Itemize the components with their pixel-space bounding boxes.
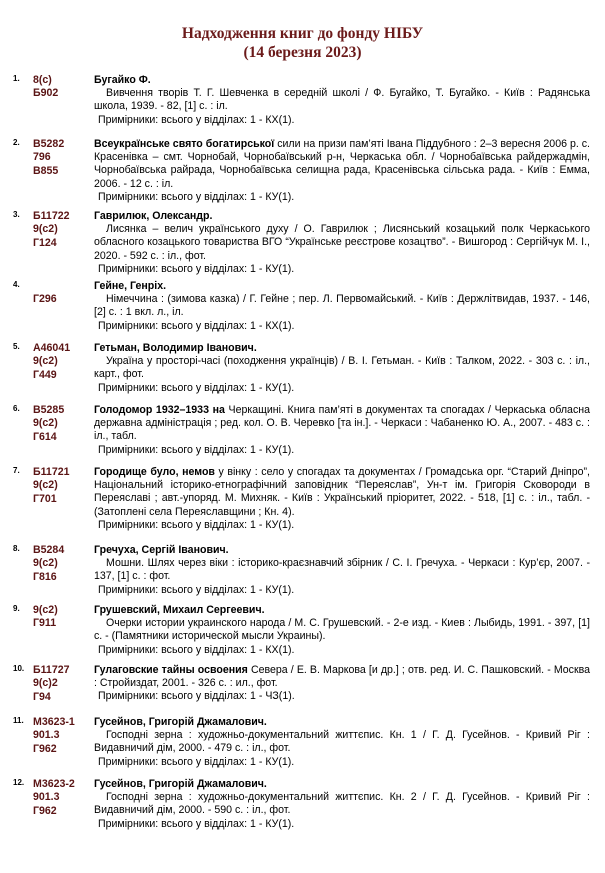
bibliographic-entry — [0, 74, 605, 127]
entry-number: 2. — [13, 138, 20, 147]
entry-body — [94, 404, 590, 457]
bibliographic-entry — [0, 280, 605, 333]
shelf-code: Г816 — [33, 570, 57, 583]
bibliographic-entry — [0, 342, 605, 395]
entry-body — [94, 74, 590, 127]
entry-body — [94, 778, 590, 831]
shelf-codes — [33, 404, 89, 444]
shelf-code: Г962 — [33, 742, 57, 755]
entry-title-lead: Всеукраїнське свято богатирської — [94, 138, 275, 150]
entry-copies: Примірники: всього у відділах: 1 - КУ(1). — [98, 190, 295, 203]
entry-copies: Примірники: всього у відділах: 1 - ЧЗ(1). — [98, 690, 295, 703]
entry-description: Господні зерна : художньо-документальний життєпис. Кн. 2 / Г. Д. Гусейнов. - Кривий Ріг : Видавничий дім, 2000. - 590 с. : іл., фот. — [94, 791, 590, 817]
entry-body — [94, 664, 590, 704]
shelf-code: 9(с2) — [33, 223, 58, 236]
entry-number: 9. — [13, 604, 20, 613]
entry-body — [94, 210, 590, 276]
shelf-codes — [33, 138, 89, 178]
entry-title-lead: Городище було, немов — [94, 466, 215, 478]
shelf-code: 9(с2) — [33, 479, 58, 492]
entry-author: Гаврилюк, Олександр. — [94, 210, 213, 222]
entry-number: 12. — [13, 778, 25, 787]
entry-body — [94, 544, 590, 597]
entry-description — [94, 138, 590, 191]
shelf-codes — [33, 466, 89, 506]
shelf-code: В5284 — [33, 544, 65, 556]
entry-number: 8. — [13, 544, 20, 553]
shelf-code: В5282 — [33, 138, 65, 150]
shelf-codes — [33, 210, 89, 250]
shelf-code: 9(с2) — [33, 417, 58, 430]
entry-description: Господні зерна : художньо-документальний життєпис. Кн. 1 / Г. Д. Гусейнов. - Кривий Ріг : Видавничий дім, 2000. - 479 с. : іл., фот. — [94, 729, 590, 755]
shelf-code: 901.3 — [33, 729, 60, 742]
entry-description: Мошни. Шлях через віки : історико-краєзнавчий збірник / С. І. Гречуха. - Черкаси : Кур’єр, 2007. - 137, [1] с. : фот. — [94, 557, 590, 583]
entry-number: 7. — [13, 466, 20, 475]
shelf-code: 9(с)2 — [33, 677, 58, 690]
shelf-codes — [33, 778, 89, 818]
shelf-code: М3623-1 — [33, 716, 75, 728]
entry-author: Бугайко Ф. — [94, 74, 151, 86]
entry-number: 6. — [13, 404, 20, 413]
shelf-code: Г911 — [33, 617, 57, 630]
shelf-code: Б11721 — [33, 466, 70, 478]
shelf-code: Г94 — [33, 690, 51, 703]
entry-copies: Примірники: всього у відділах: 1 - КХ(1). — [98, 319, 295, 332]
shelf-code: А46041 — [33, 342, 71, 354]
entry-copies: Примірники: всього у відділах: 1 - КУ(1). — [98, 381, 295, 394]
entry-copies: Примірники: всього у відділах: 1 - КУ(1). — [98, 262, 295, 275]
shelf-codes — [33, 664, 89, 704]
shelf-codes — [33, 280, 89, 307]
shelf-code: Г124 — [33, 236, 57, 249]
entry-author: Гетьман, Володимир Іванович. — [94, 342, 257, 354]
entry-body — [94, 342, 590, 395]
entry-copies: Примірники: всього у відділах: 1 - КУ(1). — [98, 583, 295, 596]
entry-number: 1. — [13, 74, 20, 83]
entry-title-lead: Голодомор 1932–1933 на — [94, 404, 225, 416]
entry-title-rest: Севера / Е. В. Маркова [и др.] ; отв. ред. И. С. Пашковский. - Москва : Стройиздат, 2001. - 326 с. : ил., фот. — [94, 664, 590, 690]
shelf-code: Г614 — [33, 430, 57, 443]
entry-copies: Примірники: всього у відділах: 1 - КУ(1). — [98, 817, 295, 830]
entry-author: Грушевский, Михаил Сергеевич. — [94, 604, 265, 616]
shelf-code — [33, 280, 89, 293]
shelf-code: 8(с) — [33, 74, 52, 86]
entry-description: Україна у просторі-часі (походження українців) / В. І. Гетьман. - Київ : Талком, 2022. - 303 с. : іл., карт., фот. — [94, 355, 590, 381]
entry-copies: Примірники: всього у відділах: 1 - КУ(1). — [98, 755, 295, 768]
bibliographic-entry — [0, 604, 605, 657]
entry-number: 4. — [13, 280, 20, 289]
title-line-2: (14 березня 2023) — [243, 44, 362, 61]
bibliographic-entry — [0, 544, 605, 597]
entry-copies: Примірники: всього у відділах: 1 - КХ(1). — [98, 643, 295, 656]
entry-body — [94, 466, 590, 532]
bibliographic-entry — [0, 716, 605, 769]
entry-body — [94, 604, 590, 657]
entry-number: 11. — [13, 716, 24, 725]
entry-number: 3. — [13, 210, 20, 219]
entry-author: Гусейнов, Григорій Джамалович. — [94, 778, 267, 790]
shelf-code: 796 — [33, 151, 51, 164]
entry-title-rest: Черкащині. Книга пам’яті в документах та спогадах / Черкаська обласна державна адміністрація ; ред. кол. О. В. Черевко [та ін.]. - Черкаси : Чабаненко Ю. А., 2007. - 483 с. : іл., табл. — [94, 404, 590, 443]
shelf-code: 9(с2) — [33, 604, 58, 616]
entry-author: Гейне, Генріх. — [94, 280, 167, 292]
title-line-1: Надходження книг до фонду НІБУ — [181, 25, 424, 42]
shelf-code: В855 — [33, 164, 59, 177]
entry-description — [94, 466, 590, 519]
entry-description — [94, 404, 590, 444]
shelf-code: 9(с2) — [33, 355, 58, 368]
entry-copies: Примірники: всього у відділах: 1 - КХ(1). — [98, 113, 295, 126]
bibliographic-entry — [0, 466, 605, 532]
entry-title-rest: у вінку : село у спогадах та документах / Громадська орг. “Старий Дніпро”, Національний історико-етнографічний заповідник “Переяслав”, Ун-т ім. Григорія Сковороди в Переяславі ; авт.-упоряд. М. Михняк. - Київ : Український пріоритет, 2022. - 518, [1] с. : іл., табл. - (Затоплені села Переяславщини ; Кн. 4). — [94, 466, 590, 518]
entry-number: 10. — [13, 664, 25, 673]
entry-copies: Примірники: всього у відділах: 1 - КУ(1). — [98, 518, 295, 531]
bibliographic-entry — [0, 210, 605, 276]
entry-copies: Примірники: всього у відділах: 1 - КУ(1). — [98, 443, 295, 456]
entry-title-lead: Гулаговские тайны освоения — [94, 664, 248, 676]
shelf-code: Г962 — [33, 804, 57, 817]
bibliographic-entry — [0, 404, 605, 457]
shelf-code: Б11722 — [33, 210, 70, 222]
shelf-code: Б11727 — [33, 664, 70, 676]
entry-description: Лисянка – велич українського духу / О. Гаврилюк ; Лисянський козацький полк Черкаського обласного козацького товариства ВГО “Українське реєстрове козацтво”. - Вишгород : Сергійчук М. І., 2020. - 592 с. : іл., фот. — [94, 223, 590, 262]
shelf-code: 9(с2) — [33, 557, 58, 570]
entry-description: Німеччина : (зимова казка) / Г. Гейне ; пер. Л. Первомайський. - Київ : Держлітвидав, 1937. - 146, [2] с. : 1 вкл. л., іл. — [94, 293, 590, 319]
shelf-codes — [33, 74, 89, 101]
shelf-codes — [33, 342, 89, 382]
shelf-code: Г296 — [33, 293, 57, 306]
bibliographic-entry — [0, 138, 605, 204]
shelf-codes — [33, 604, 89, 631]
entry-body — [94, 280, 590, 333]
entry-body — [94, 138, 590, 204]
entry-description: Вивчення творів Т. Г. Шевченка в середній школі / Ф. Бугайко, Т. Бугайко. - Київ : Радянська школа, 1939. - 82, [1] с. : іл. — [94, 87, 590, 113]
entry-author: Гречуха, Сергій Іванович. — [94, 544, 229, 556]
entry-author: Гусейнов, Григорій Джамалович. — [94, 716, 267, 728]
shelf-code: Г449 — [33, 368, 57, 381]
shelf-code: 901.3 — [33, 791, 60, 804]
shelf-code: Г701 — [33, 492, 57, 505]
page-title — [0, 24, 605, 62]
bibliographic-entry — [0, 664, 605, 704]
entry-number: 5. — [13, 342, 20, 351]
entry-body — [94, 716, 590, 769]
bibliographic-entry — [0, 778, 605, 831]
shelf-code: Б902 — [33, 87, 59, 100]
shelf-code: М3623-2 — [33, 778, 75, 790]
shelf-codes — [33, 544, 89, 584]
entry-description: Очерки истории украинского народа / М. С. Грушевский. - 2-е изд. - Киев : Лыбидь, 1991. - 397, [1] с. - (Памятники исторической мысли Украины). — [94, 617, 590, 643]
entry-description — [94, 664, 590, 690]
shelf-codes — [33, 716, 89, 756]
entry-title-rest: сили на призи пам’яті Івана Піддубного : 2–3 вересня 2006 р. с. Красенівка – смт. Чорнобай, Чорнобаївський р-н, Черкаська обл. / Чорнобаївська райдержадмін, Чорнобаївська райрада, Чорнобаївська селищна рада, Красенівська сільська рада. - Київ : Емма, 2006. - 12 с. : іл. — [94, 138, 590, 190]
shelf-code: В5285 — [33, 404, 65, 416]
